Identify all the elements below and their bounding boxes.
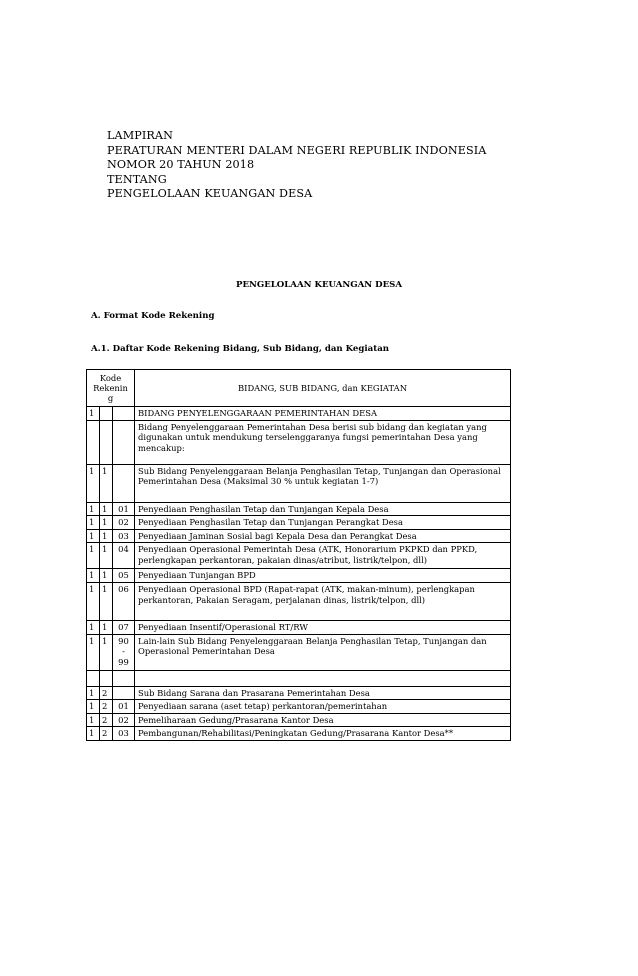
code-bidang-cell: 1: [87, 582, 100, 620]
table-row: [87, 713, 511, 727]
table-row: [87, 620, 511, 634]
code-kegiatan-cell: [113, 420, 135, 464]
code-kegiatan-cell: 01: [113, 700, 135, 714]
code-bidang-cell: [87, 670, 100, 686]
code-subbidang-cell: 1: [100, 529, 113, 543]
code-bidang-cell: 1: [87, 700, 100, 714]
code-subbidang-cell: 1: [100, 582, 113, 620]
code-subbidang-cell: 2: [100, 713, 113, 727]
code-kegiatan-cell: 03: [113, 529, 135, 543]
code-kegiatan-cell: [113, 407, 135, 421]
description-cell: Pembangunan/Rehabilitasi/Peningkatan Gedung/Prasarana Kantor Desa**: [135, 727, 511, 741]
table-row: [87, 670, 511, 686]
table-row: [87, 516, 511, 530]
code-subbidang-cell: 1: [100, 464, 113, 502]
table-row: [87, 529, 511, 543]
code-bidang-cell: 1: [87, 569, 100, 583]
code-kegiatan-cell: [113, 464, 135, 502]
table-row: [87, 502, 511, 516]
table-row: [87, 634, 511, 670]
appendix-header: [107, 129, 487, 202]
code-bidang-cell: 1: [87, 543, 100, 569]
code-subbidang-cell: 1: [100, 569, 113, 583]
header-kode-line: Rekenin: [93, 383, 128, 393]
table-row: [87, 407, 511, 421]
code-subbidang-cell: 2: [100, 727, 113, 741]
header-line: TENTANG: [107, 172, 167, 186]
code-bidang-cell: 1: [87, 713, 100, 727]
code-bidang-cell: 1: [87, 686, 100, 700]
header-line: PERATURAN MENTERI DALAM NEGERI REPUBLIK INDONESIA: [107, 143, 487, 157]
header-line: PENGELOLAAN KEUANGAN DESA: [107, 187, 313, 201]
description-cell: Bidang Penyelenggaraan Pemerintahan Desa berisi sub bidang dan kegiatan yang digunakan untuk mendukung terselenggaranya fungsi pemerintahan Desa yang mencakup:: [135, 420, 511, 464]
code-subbidang-cell: 1: [100, 516, 113, 530]
description-cell: Lain-lain Sub Bidang Penyelenggaraan Belanja Penghasilan Tetap, Tunjangan dan Operasional Pemerintahan Desa: [135, 634, 511, 670]
header-line: NOMOR 20 TAHUN 2018: [107, 158, 255, 172]
code-subbidang-cell: 1: [100, 543, 113, 569]
table-row: [87, 727, 511, 741]
code-bidang-cell: [87, 420, 100, 464]
table-row: [87, 464, 511, 502]
description-cell: Sub Bidang Penyelenggaraan Belanja Penghasilan Tetap, Tunjangan dan Operasional Pemerintahan Desa (Maksimal 30 % untuk kegiatan 1-7): [135, 464, 511, 502]
description-cell: Pemeliharaan Gedung/Prasarana Kantor Desa: [135, 713, 511, 727]
table-row: [87, 700, 511, 714]
code-bidang-cell: 1: [87, 620, 100, 634]
code-kegiatan-cell: 06: [113, 582, 135, 620]
code-subbidang-cell: [100, 420, 113, 464]
code-subbidang-cell: 1: [100, 620, 113, 634]
header-kode-line: g: [107, 393, 114, 403]
section-heading-a: A. Format Kode Rekening: [91, 311, 215, 321]
code-kegiatan-cell: 03: [113, 727, 135, 741]
table-row: [87, 420, 511, 464]
code-kegiatan-cell: 04: [113, 543, 135, 569]
code-bidang-cell: 1: [87, 727, 100, 741]
header-bidang: BIDANG, SUB BIDANG, dan KEGIATAN: [135, 370, 511, 407]
code-bidang-cell: 1: [87, 516, 100, 530]
code-kegiatan-cell: [113, 670, 135, 686]
description-cell: Sub Bidang Sarana dan Prasarana Pemerintahan Desa: [135, 686, 511, 700]
code-kegiatan-cell: 05: [113, 569, 135, 583]
code-kegiatan-segment: 90: [118, 635, 129, 646]
code-subbidang-cell: 2: [100, 686, 113, 700]
header-kode-line: Kode: [99, 373, 122, 383]
header-kode-rekening: [87, 370, 135, 407]
table-row: [87, 543, 511, 569]
table-header-row: [87, 370, 511, 407]
code-bidang-cell: 1: [87, 634, 100, 670]
code-kegiatan-cell: 02: [113, 516, 135, 530]
document-title: PENGELOLAAN KEUANGAN DESA: [235, 280, 402, 290]
description-cell: Penyediaan Tunjangan BPD: [135, 569, 511, 583]
code-subbidang-cell: 2: [100, 700, 113, 714]
header-line: LAMPIRAN: [107, 129, 174, 142]
code-subbidang-cell: 1: [100, 634, 113, 670]
account-code-table: [86, 369, 511, 741]
code-bidang-cell: 1: [87, 464, 100, 502]
code-kegiatan-cell: [113, 686, 135, 700]
code-subbidang-cell: [100, 407, 113, 421]
description-cell: Penyediaan sarana (aset tetap) perkantoran/pemerintahan: [135, 700, 511, 714]
description-cell: Penyediaan Jaminan Sosial bagi Kepala Desa dan Perangkat Desa: [135, 529, 511, 543]
code-bidang-cell: 1: [87, 502, 100, 516]
description-cell: Penyediaan Insentif/Operasional RT/RW: [135, 620, 511, 634]
code-bidang-cell: 1: [87, 407, 100, 421]
code-bidang-cell: 1: [87, 529, 100, 543]
code-kegiatan-segment: -: [122, 646, 125, 657]
code-subbidang-cell: 1: [100, 502, 113, 516]
table-row: [87, 582, 511, 620]
code-kegiatan-cell: 07: [113, 620, 135, 634]
code-kegiatan-cell: 01: [113, 502, 135, 516]
description-cell: Penyediaan Penghasilan Tetap dan Tunjangan Kepala Desa: [135, 502, 511, 516]
description-cell: Penyediaan Operasional BPD (Rapat-rapat (ATK, makan-minum), perlengkapan perkantoran, Pakaian Seragam, perjalanan dinas, listrik/telpon, dll): [135, 582, 511, 620]
table-row: [87, 686, 511, 700]
description-cell: [135, 670, 511, 686]
section-heading-a1: A.1. Daftar Kode Rekening Bidang, Sub Bidang, dan Kegiatan: [91, 344, 390, 354]
code-kegiatan-cell: 02: [113, 713, 135, 727]
description-cell: Penyediaan Operasional Pemerintah Desa (ATK, Honorarium PKPKD dan PPKD, perlengkapan perkantoran, pakaian dinas/atribut, listrik/telpon, dll): [135, 543, 511, 569]
table-row: [87, 569, 511, 583]
code-kegiatan-segment: 99: [118, 656, 129, 667]
code-kegiatan-cell: [113, 634, 135, 670]
description-cell: Penyediaan Penghasilan Tetap dan Tunjangan Perangkat Desa: [135, 516, 511, 530]
description-cell: BIDANG PENYELENGGARAAN PEMERINTAHAN DESA: [135, 407, 511, 421]
code-subbidang-cell: [100, 670, 113, 686]
